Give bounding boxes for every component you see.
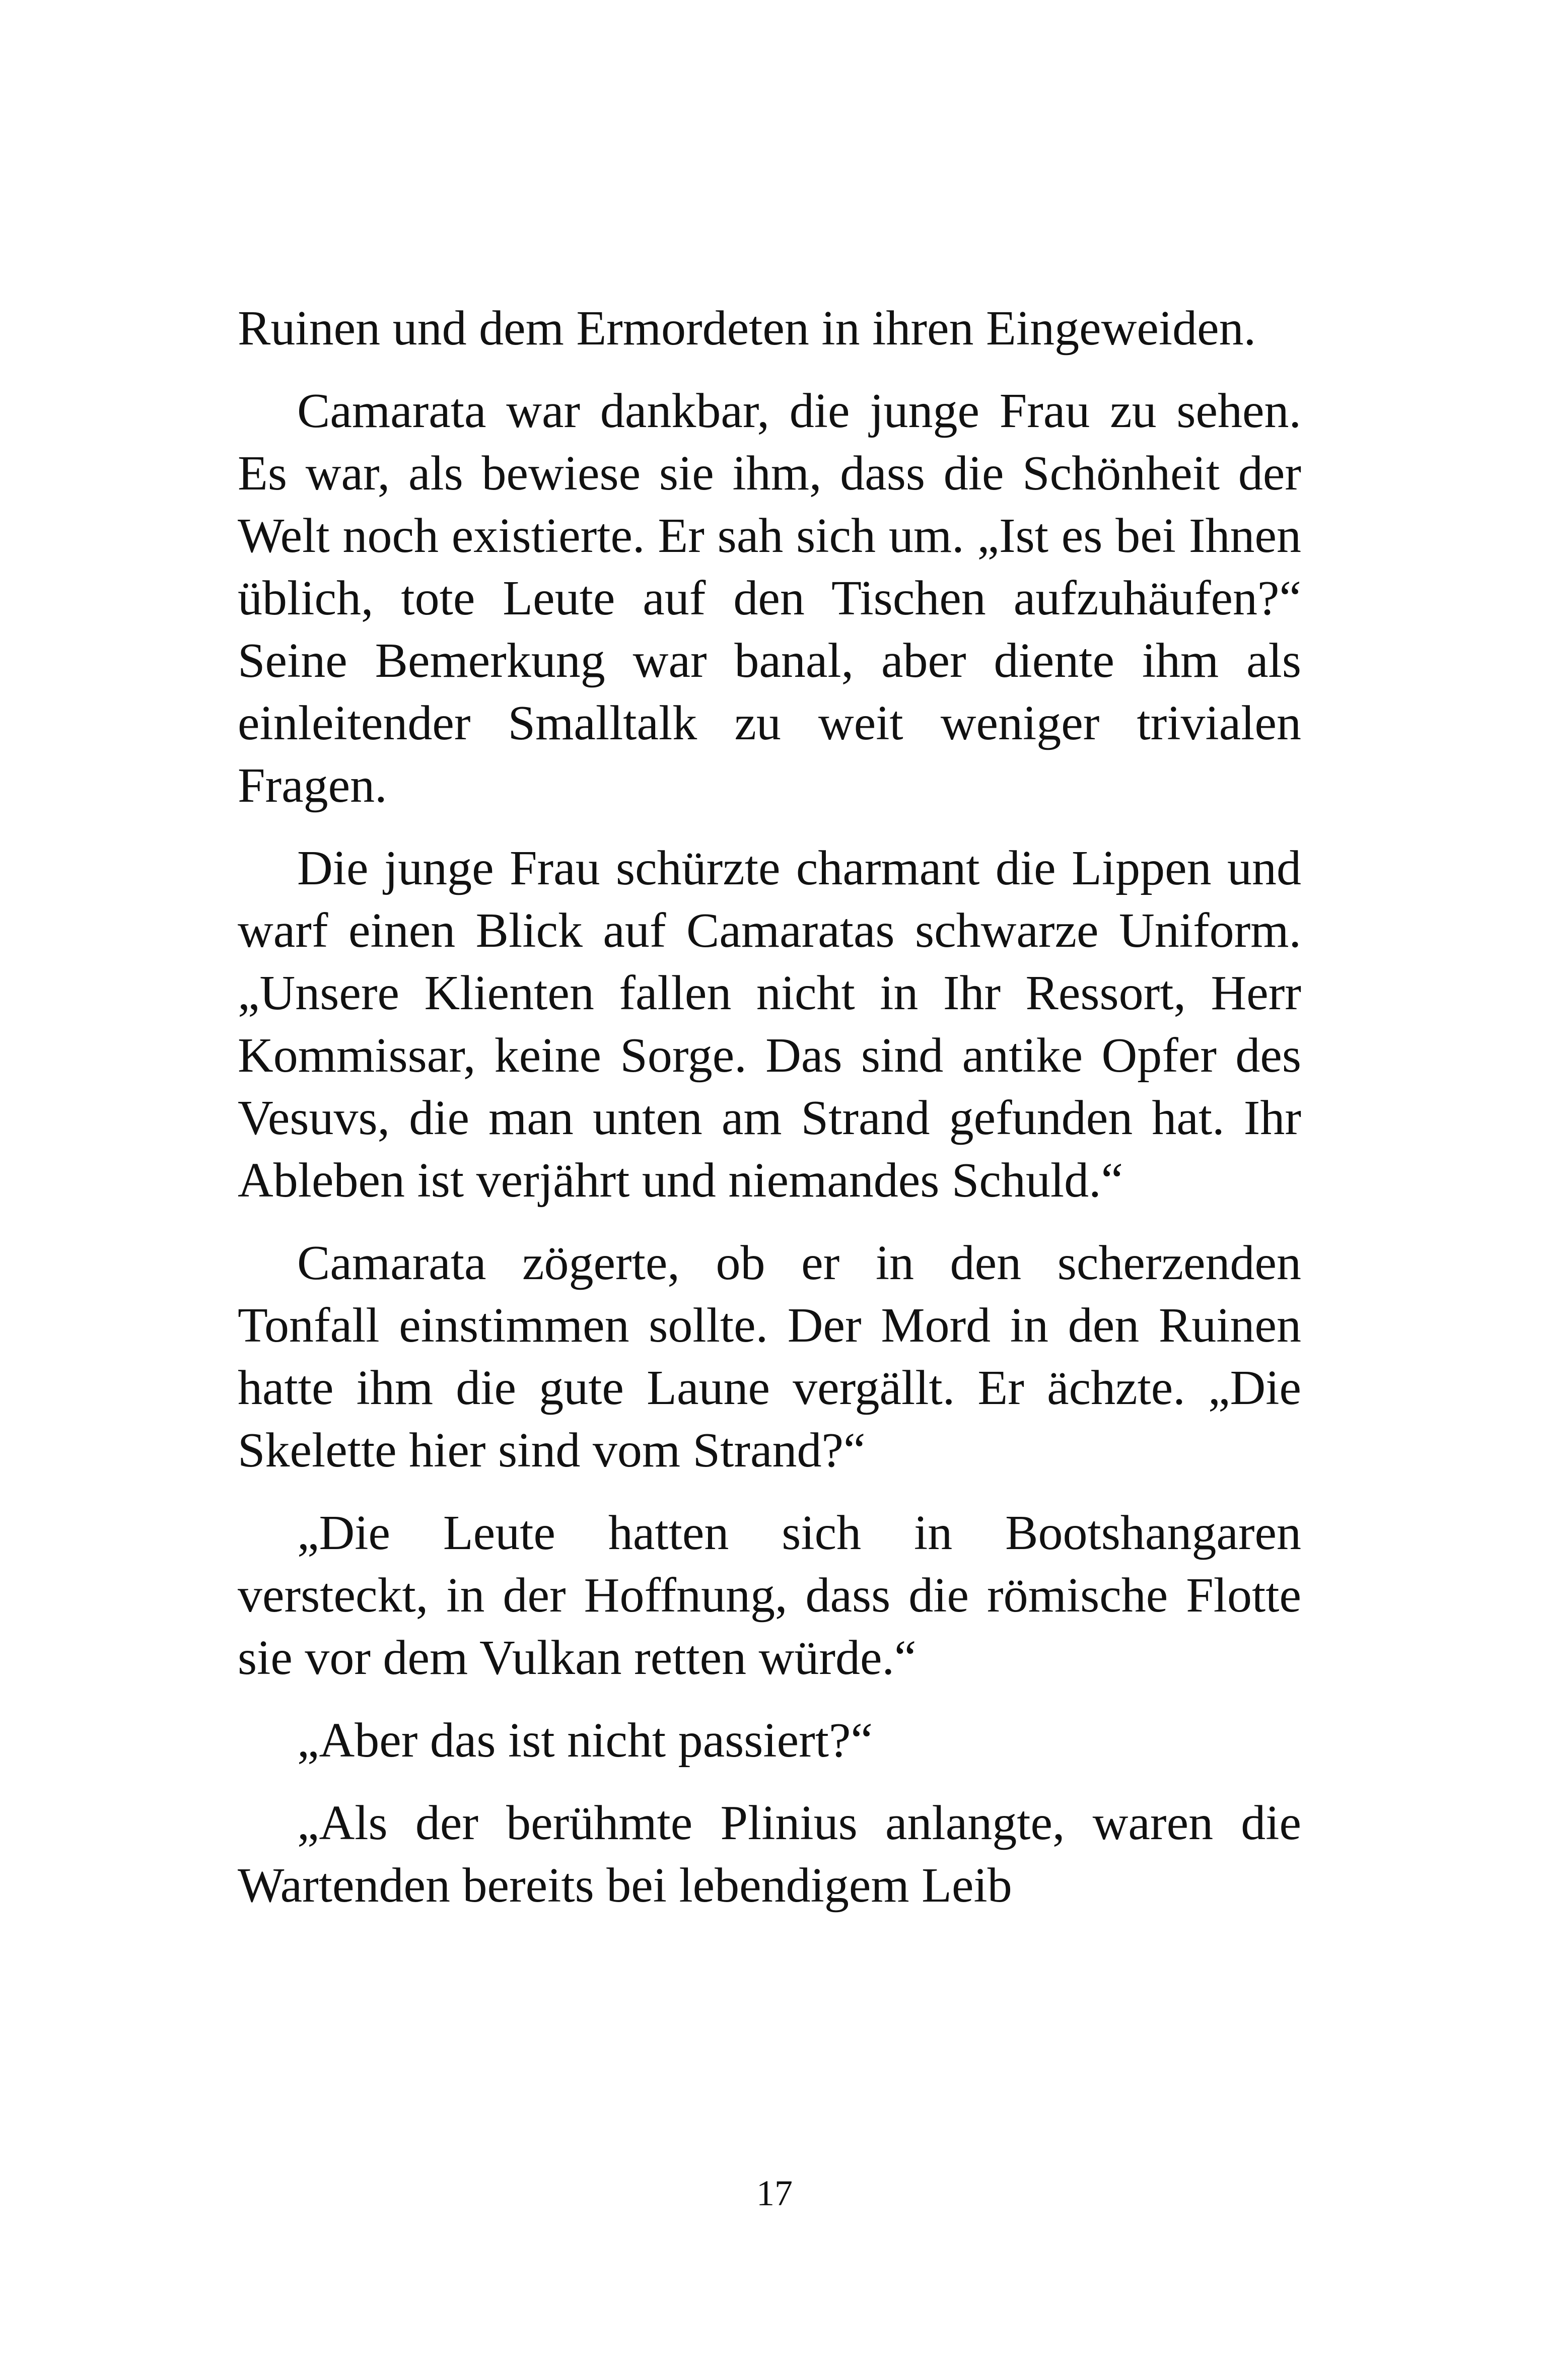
- paragraph: „Die Leute hatten sich in Bootshangaren versteckt, in der Hoffnung, dass die römische Flotte sie vor dem Vulkan retten würde.“: [238, 1506, 1301, 1685]
- paragraph: Camarata zögerte, ob er in den scherzenden Tonfall einstimmen sollte. Der Mord in den Ruinen hatte ihm die gute Laune vergällt. Er ächzte. „Die Skelette hier sind vom Strand?“: [238, 1236, 1301, 1478]
- paragraph-last: „Als der berühmte Plinius anlangte, waren die Wartenden bereits bei lebendigem Leib: [238, 1796, 1301, 1913]
- page-number: 17: [756, 2173, 793, 2213]
- paragraph: Camarata war dankbar, die junge Frau zu sehen. Es war, als bewiese sie ihm, dass die Schönheit der Welt noch existierte. Er sah sich um. „Ist es bei Ihnen üblich, tote Leute auf den Tischen aufzuhäufen?“ Seine Bemerkung war banal, aber diente ihm als einleitender Smalltalk zu weit weniger trivialen Fragen.: [238, 384, 1301, 813]
- paragraph: „Aber das ist nicht passiert?“: [297, 1713, 873, 1768]
- body-text: [238, 297, 1301, 1937]
- paragraph-continued: Ruinen und dem Ermordeten in ihren Eingeweiden.: [238, 301, 1256, 356]
- paragraph: Die junge Frau schürzte charmant die Lippen und warf einen Blick auf Camaratas schwarze Uniform. „Unsere Klienten fallen nicht in Ihr Ressort, Herr Kommissar, keine Sorge. Das sind antike Opfer des Vesuvs, die man unten am Strand gefunden hat. Ihr Ableben ist verjährt und niemandes Schuld.“: [238, 841, 1301, 1208]
